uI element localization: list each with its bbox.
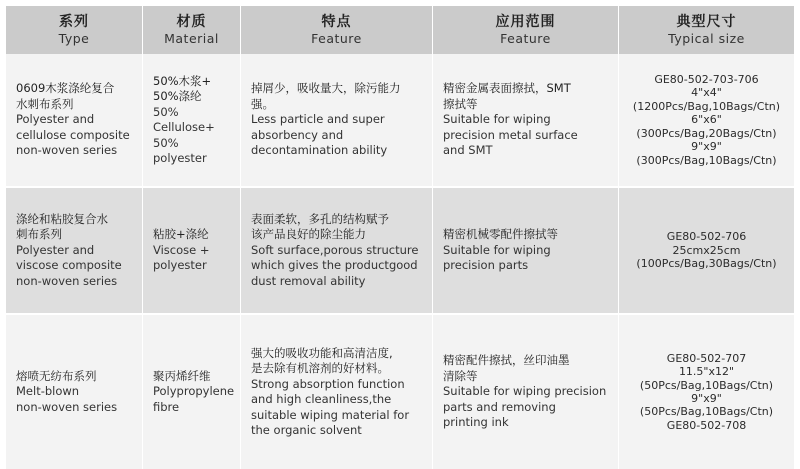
size-line: (300Pcs/Bag,10Bags/Ctn) (636, 153, 777, 167)
type-cell (6, 54, 143, 186)
material-line: fibre (153, 399, 180, 414)
size-line: (100Pcs/Bag,30Bags/Ctn) (636, 257, 777, 271)
application-cell (433, 315, 619, 469)
size-line: GE80-502-706 (666, 230, 747, 244)
application-cell (433, 188, 619, 313)
application-line: 精密金属表面擦拭，SMT (443, 81, 571, 96)
material-line: polyester (153, 258, 207, 273)
material-line: 50% Cellulose+ (153, 104, 215, 134)
size-line: (50Pcs/Bag,10Bags/Ctn) (639, 405, 774, 419)
application-line: 擦拭等 (443, 96, 478, 111)
size-line: 9"x9" (691, 140, 722, 154)
application-line: parts and removing (443, 399, 556, 414)
header-application-zh: 应用范围 (495, 14, 556, 30)
size-line: GE80-502-707 (666, 351, 747, 365)
type-line: 0609木浆涤纶复合 (16, 81, 115, 96)
application-line: 精密配件擦拭，丝印油墨 (443, 353, 570, 368)
feature-line: suitable wiping material for (251, 407, 410, 422)
application-line: precision metal surface (443, 127, 578, 142)
table-row (6, 315, 794, 469)
material-line: 粘胶+涤纶 (153, 227, 209, 242)
feature-line: the organic solvent (251, 423, 362, 437)
header-material-en: Material (164, 31, 219, 46)
header-application (433, 6, 619, 54)
table-row (6, 188, 794, 313)
size-line: 4"x4" (691, 86, 722, 100)
application-line: Suitable for wiping (443, 112, 551, 127)
size-line: GE80-502-703-706 (654, 73, 759, 87)
header-type (6, 6, 143, 54)
type-line: cellulose composite (16, 127, 130, 142)
type-cell (6, 188, 143, 313)
feature-line: and high cleanliness,the (251, 392, 392, 406)
header-feature-zh: 特点 (321, 14, 352, 30)
material-line: Polypropylene (153, 384, 235, 399)
feature-line: 掉屑少，吸收量大，除污能力强。 (251, 81, 401, 111)
type-line: 水刺布系列 (16, 96, 74, 111)
table-row (6, 54, 794, 186)
header-type-zh: 系列 (59, 14, 89, 30)
header-application-en: Feature (500, 31, 551, 46)
type-line: Polyester and (16, 112, 95, 127)
application-cell (433, 54, 619, 186)
type-line: 涤纶和粘胶复合水 (16, 211, 108, 226)
feature-line: Soft surface,porous structure (251, 242, 419, 257)
feature-line: 是去除有机溶剂的好材料。 (251, 361, 389, 375)
feature-line: 强大的吸收功能和高清洁度, (251, 345, 393, 360)
feature-line: Less particle and super (251, 112, 385, 127)
type-line: non-woven series (16, 143, 118, 158)
application-line: and SMT (443, 143, 493, 158)
size-line: GE80-502-708 (666, 418, 747, 432)
type-line: 刺布系列 (16, 227, 62, 242)
table-header-row (6, 6, 794, 54)
size-cell (619, 315, 794, 469)
application-line: Suitable for wiping precision (443, 384, 607, 399)
header-material (143, 6, 241, 54)
type-line: Polyester and (16, 242, 95, 257)
type-line: non-woven series (16, 273, 118, 288)
size-line: (50Pcs/Bag,10Bags/Ctn) (639, 378, 774, 392)
feature-line: dust removal ability (251, 273, 366, 288)
feature-line: absorbency and (251, 127, 344, 142)
header-feature-en: Feature (311, 31, 362, 46)
size-cell (619, 188, 794, 313)
size-line: 9"x9" (691, 392, 722, 405)
material-cell (143, 188, 241, 313)
feature-cell (241, 54, 433, 186)
type-line: non-woven series (16, 399, 118, 414)
type-line: 熔喷无纺布系列 (16, 368, 97, 383)
feature-line: 表面柔软，多孔的结构赋予 (251, 211, 389, 226)
header-size-en: Typical size (668, 31, 745, 46)
feature-cell (241, 315, 433, 469)
application-line: 精密机械零配件擦拭等 (443, 227, 558, 242)
header-feature (241, 6, 433, 54)
type-line: Melt-blown (16, 384, 80, 399)
type-cell (6, 315, 143, 469)
material-line: 50%木浆+ (153, 73, 212, 88)
header-type-en: Type (58, 31, 90, 46)
size-line: 25cmx25cm (672, 243, 741, 257)
size-line: 6"x6" (691, 113, 722, 127)
material-cell (143, 315, 241, 469)
feature-line: Strong absorption function (251, 376, 405, 391)
material-line: 50%涤纶 (153, 89, 202, 103)
size-line: (300Pcs/Bag,20Bags/Ctn) (636, 126, 777, 140)
application-line: 清除等 (443, 368, 478, 383)
feature-line: decontamination ability (251, 143, 388, 158)
application-line: Suitable for wiping (443, 242, 551, 257)
size-line: (1200Pcs/Bag,10Bags/Ctn) (632, 99, 781, 113)
application-line: precision parts (443, 258, 529, 273)
application-line: printing ink (443, 415, 509, 430)
material-line: Viscose + (153, 242, 210, 257)
material-line: 50% polyester (153, 135, 207, 165)
feature-line: which gives the productgood (251, 258, 418, 273)
header-material-zh: 材质 (176, 14, 207, 30)
header-size (619, 6, 794, 54)
size-cell (619, 54, 794, 186)
feature-line: 该产品良好的除尘能力 (251, 227, 366, 242)
header-size-zh: 典型尺寸 (676, 14, 737, 30)
type-line: viscose composite (16, 258, 122, 273)
feature-cell (241, 188, 433, 313)
material-line: 聚丙烯纤维 (153, 368, 211, 383)
material-cell (143, 54, 241, 186)
size-line: 11.5"x12" (678, 365, 735, 379)
